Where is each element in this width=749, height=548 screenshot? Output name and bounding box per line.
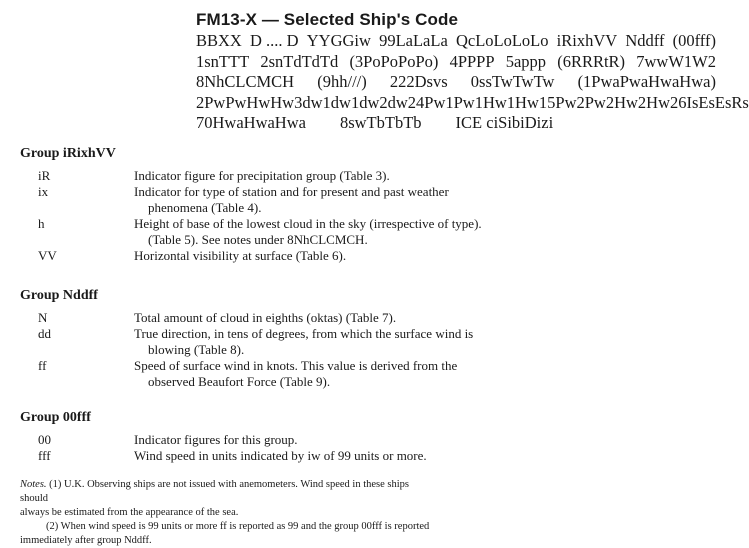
code-group: YYGGiw [306,31,371,50]
section-heading: Group iRixhVV [20,146,116,161]
definition-key: h [38,216,45,231]
code-line-2 [196,52,716,73]
notes-block [20,478,430,548]
definition-row [20,432,710,448]
definition-text: Total amount of cloud in eighths (oktas) (Table 7). [134,310,397,325]
note-1-cont: always be estimated from the appearance of the sea. [20,507,239,518]
code-group: BBXX [196,31,242,50]
code-group: 8swTbTbTb [339,113,422,133]
section-heading: Group 00fff [20,410,91,425]
definition-list [20,432,710,464]
section-group-irixhvv [20,146,710,264]
definition-text: Height of base of the lowest cloud in the sky (irrespective of type). (Table 5). See notes under 8NhCLCMCH. [134,216,482,247]
code-group: (6RRRtR) [557,51,626,71]
code-line-1 [196,31,716,52]
code-group: 99LaLaLa [379,31,448,50]
definition-row [20,248,710,264]
code-group: 7wwW1W2 [636,51,716,71]
definition-row [20,358,710,390]
code-line-5 [196,113,716,134]
definition-list [20,310,710,390]
definition-key: ff [38,358,47,373]
code-group: (9hh///) [317,72,367,92]
definition-row [20,184,710,216]
code-group: (1PwaPwaHwaHwa) [577,72,716,92]
definition-row [20,326,710,358]
code-group: 4PPPP [449,51,495,71]
section-group-00fff [20,410,710,464]
section-group-nddff [20,288,710,390]
definition-text: Indicator figures for this group. [134,432,298,447]
definition-key: VV [38,248,57,263]
code-group: 8NhCLCMCH [196,72,295,92]
document-title: FM13-X — Selected Ship's Code [196,10,459,29]
note-1: Notes. (1) U.K. Observing ships are not issued with anemometers. Wind speed in these ships should [20,479,409,504]
code-group: 6IsEsEsRs [678,92,749,112]
definition-row [20,216,710,248]
definition-key: fff [38,448,51,463]
code-group: (00fff) [672,31,716,50]
definition-text: Wind speed in units indicated by iw of 99 units or more. [134,448,427,463]
definition-key: dd [38,326,51,341]
code-group: Nddff [625,31,665,50]
definition-key: N [38,310,48,325]
code-group: D .... D [250,31,299,50]
note-2-cont: immediately after group Nddff. [20,535,152,546]
code-group: 5appp [505,51,547,71]
definition-key: 00 [38,432,51,447]
definition-text: Speed of surface wind in knots. This value is derived from the observed Beaufort Force (Table 9). [134,358,458,389]
code-group: 4Pw1Pw1Hw1Hw1 [416,92,548,112]
definition-key: ix [38,184,49,199]
code-group: 1snTTT [196,51,250,71]
code-group: 0ssTwTwTw [470,72,555,92]
definition-list [20,168,710,264]
definition-row [20,448,710,464]
code-group: 2PwPwHwHw [196,92,295,112]
code-group: 70HwaHwaHwa [196,113,306,133]
code-group: 5Pw2Pw2Hw2Hw2 [547,92,679,112]
definition-text: True direction, in tens of degrees, from which the surface wind is blowing (Table 8). [134,326,474,357]
definition-text: Indicator for type of station and for present and past weather phenomena (Table 4). [134,184,449,215]
definition-row [20,310,710,326]
definition-text: Horizontal visibility at surface (Table 6). [134,248,347,263]
definition-text: Indicator figure for precipitation group (Table 3). [134,168,390,183]
code-group: ICE ciSibiDizi [455,113,554,133]
code-line-4 [196,92,749,114]
code-group: QcLoLoLoLo [455,31,549,50]
code-group: iRixhVV [556,31,618,50]
note-2: (2) When wind speed is 99 units or more ff is reported as 99 and the group 00fff is reported [46,521,430,532]
code-line-3 [196,72,716,93]
definition-key: iR [38,168,51,183]
code-group: 2snTdTdTd [260,51,339,71]
code-format-block [196,31,749,134]
section-heading: Group Nddff [20,288,98,303]
code-group: (3PoPoPoPo) [349,51,439,71]
definition-row [20,168,710,184]
code-group: 222Dsvs [389,72,448,92]
code-group: 3dw1dw1dw2dw2 [294,92,417,112]
